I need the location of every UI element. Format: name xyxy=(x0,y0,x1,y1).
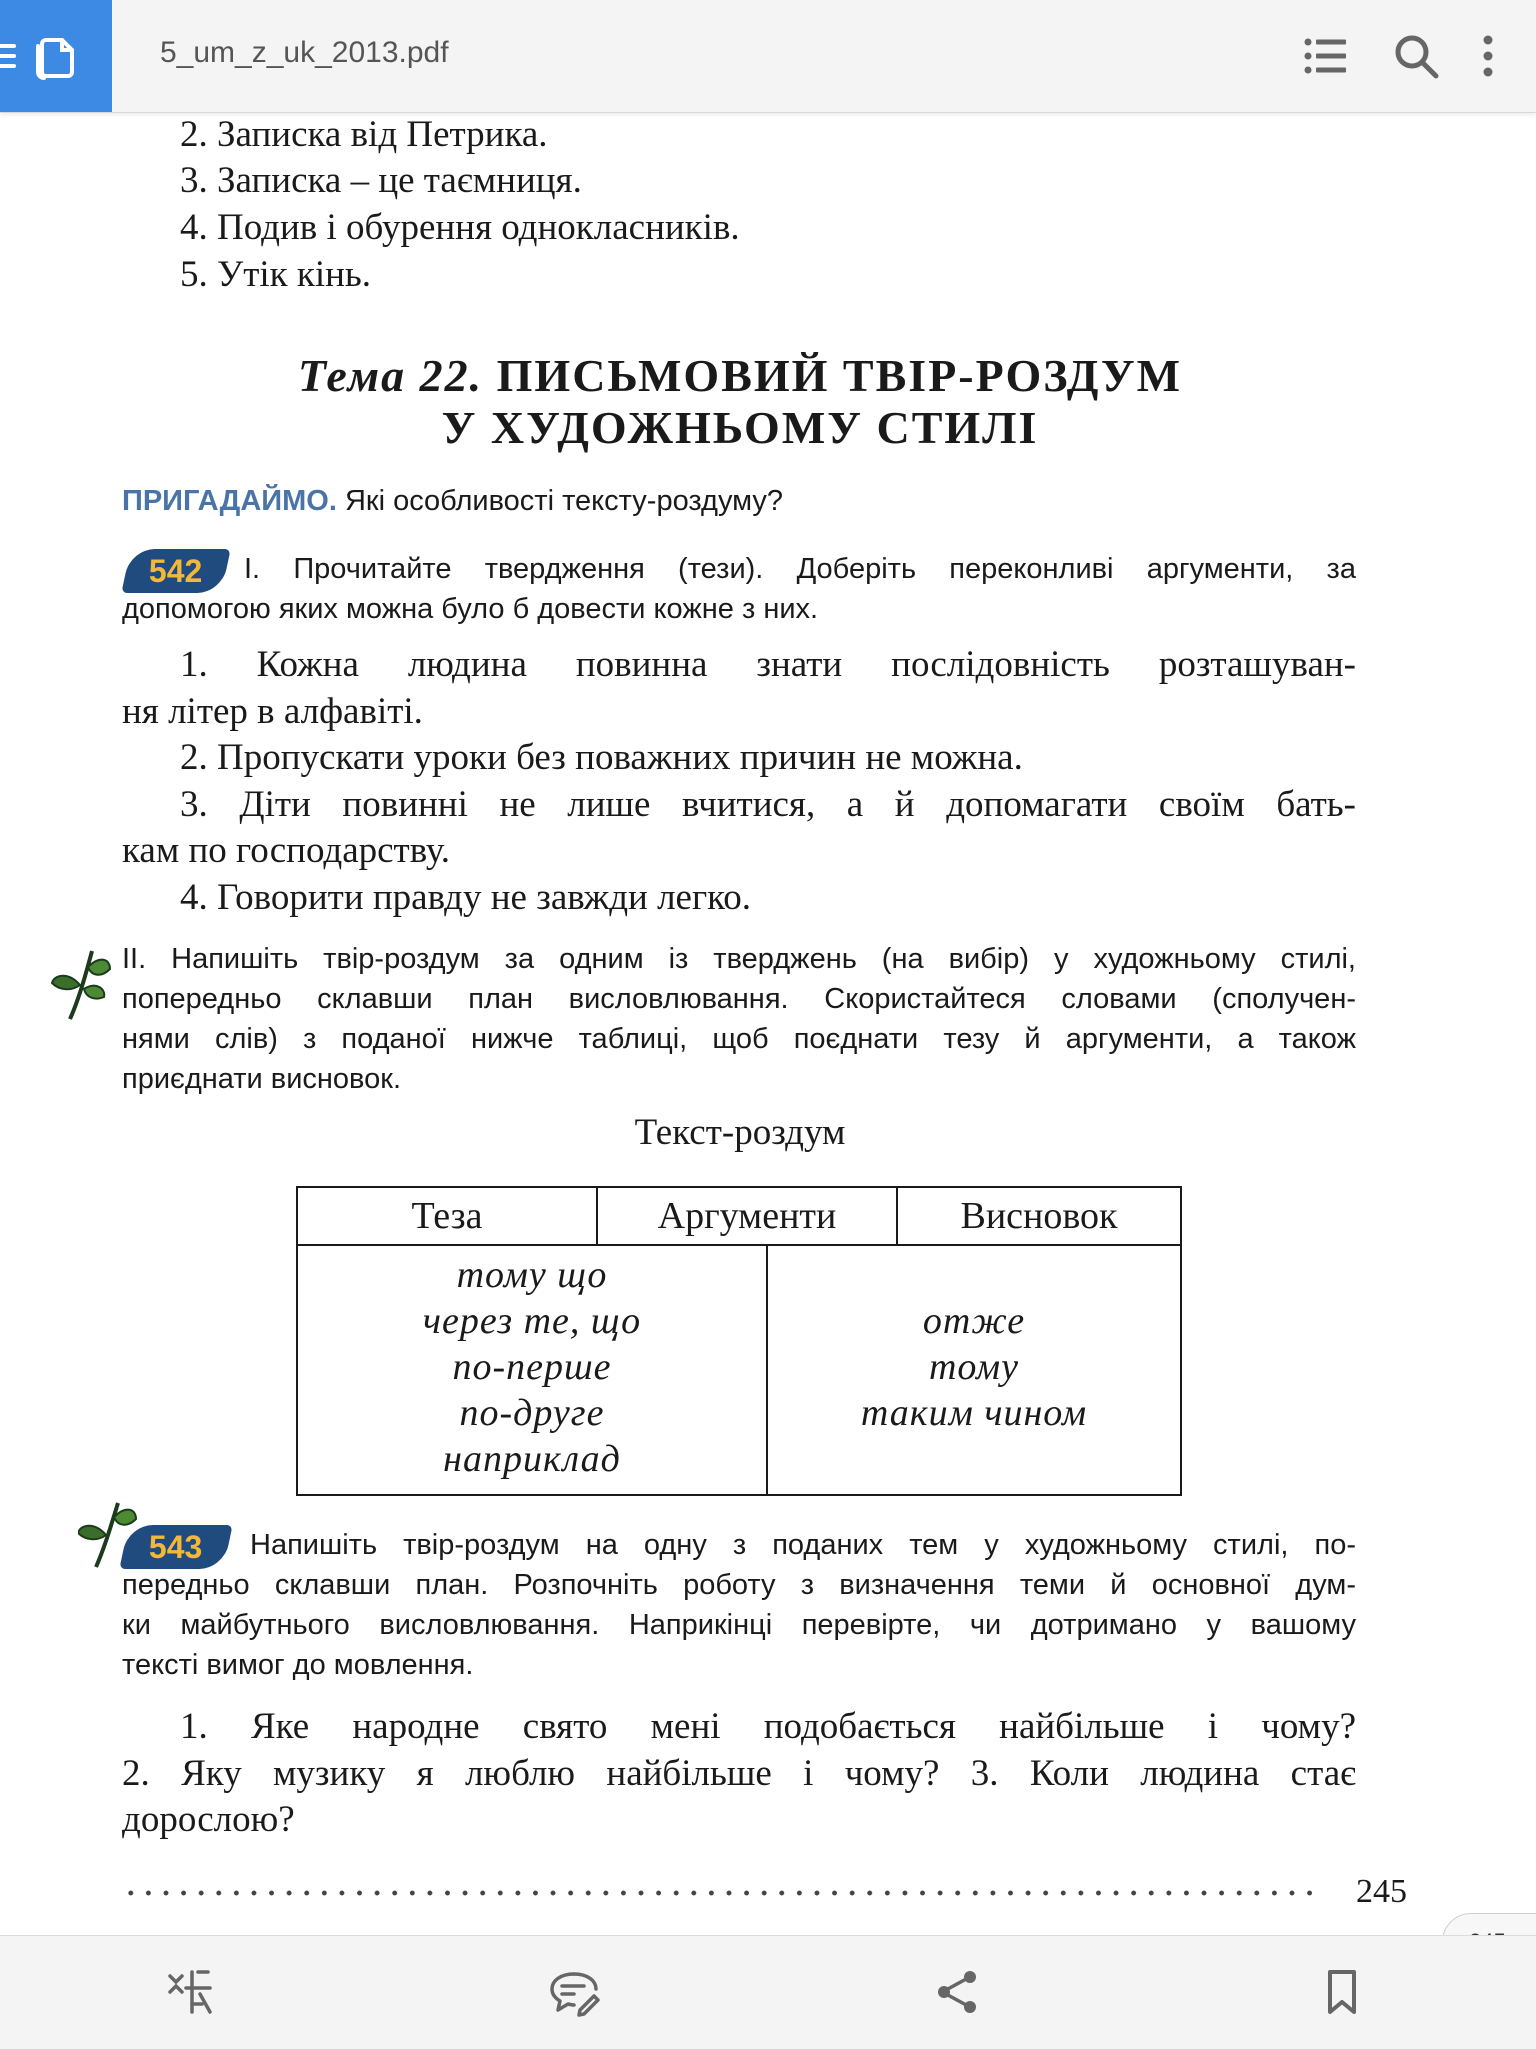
topic-line: дорослою? xyxy=(122,1799,295,1840)
tools-icon[interactable] xyxy=(164,1966,216,2018)
topic-line: 2. Яку музику я люблю найбільше і чому? 3. Коли людина стає xyxy=(122,1753,1356,1794)
top-toolbar xyxy=(0,0,1536,113)
comment-icon[interactable] xyxy=(548,1966,600,2018)
remember-line xyxy=(122,485,783,518)
list-item: 4. Подив і обурення однокласників. xyxy=(180,207,740,248)
table-divider xyxy=(896,1188,898,1244)
exercise-number: 543 xyxy=(149,1528,203,1565)
exercise-text: тексті вимог до мовлення. xyxy=(122,1649,474,1681)
topic-title-line2: У ХУДОЖНЬОМУ СТИЛІ xyxy=(441,402,1039,453)
exercise-text: ки майбутнього висловлювання. Наприкінці перевірте, чи дотримано у вашому xyxy=(122,1609,1356,1641)
list-item: 3. Записка – це таємниця. xyxy=(180,160,582,201)
table-header: Аргументи xyxy=(657,1195,837,1237)
connector-word: через те, що xyxy=(422,1300,642,1342)
exercise-text: передньо склавши план. Розпочніть роботу з визначення теми й основної дум- xyxy=(122,1569,1356,1601)
connectors-left xyxy=(298,1252,766,1482)
search-icon[interactable] xyxy=(1390,30,1442,82)
thesis-line: кам по господарству. xyxy=(122,830,450,871)
connector-word: по-перше xyxy=(452,1346,612,1388)
table-header: Висновок xyxy=(960,1195,1118,1237)
leaf-icon xyxy=(50,945,112,1023)
bookmark-icon[interactable] xyxy=(1316,1966,1368,2018)
thesis-line: 4. Говорити правду не завжди легко. xyxy=(180,877,751,918)
exercise-number-badge xyxy=(119,1525,232,1569)
remember-label: ПРИГАДАЙМО. xyxy=(122,485,337,517)
topic-line1: ПИСЬМОВИЙ ТВІР-РОЗДУМ xyxy=(496,350,1183,401)
connectors-right xyxy=(768,1298,1180,1436)
table-divider xyxy=(596,1188,598,1244)
exercise-number-badge xyxy=(121,549,230,593)
footer-dotted-rule xyxy=(122,1889,1322,1897)
bottom-toolbar xyxy=(0,1935,1536,2049)
topic-title-line1 xyxy=(0,349,1480,402)
pdf-page xyxy=(0,113,1536,1933)
more-vert-icon[interactable] xyxy=(1462,30,1514,82)
connector-word: по-друге xyxy=(459,1392,605,1434)
table-header: Теза xyxy=(411,1195,483,1237)
topic-prefix: Тема 22. xyxy=(297,350,484,401)
connector-word: наприклад xyxy=(443,1438,621,1480)
connector-word: отже xyxy=(922,1300,1026,1342)
thesis-line: ня літер в алфавіті. xyxy=(122,691,423,732)
exercise-text: Напишіть твір-роздум на одну з поданих тем у художньому стилі, по- xyxy=(250,1529,1356,1561)
exercise-text: ІІ. Напишіть твір-роздум за одним із тверджень (на вибір) у художньому стилі, xyxy=(122,943,1356,975)
connector-word: таким чином xyxy=(860,1392,1088,1434)
thesis-line: 2. Пропускати уроки без поважних причин не можна. xyxy=(180,737,1023,778)
exercise-text: приєднати висновок. xyxy=(122,1063,401,1095)
table-caption: Текст-роздум xyxy=(634,1112,846,1153)
file-name: 5_um_z_uk_2013.pdf xyxy=(160,36,449,69)
connector-word: тому що xyxy=(456,1254,608,1296)
list-item: 5. Утік кінь. xyxy=(180,254,372,295)
thesis-line: 1. Кожна людина повинна знати послідовність розташуван- xyxy=(180,644,1356,685)
exercise-text: нями слів) з поданої нижче таблиці, щоб поєднати тезу й аргументи, а також xyxy=(122,1023,1356,1055)
document-switch-button[interactable] xyxy=(0,0,112,112)
connector-word: тому xyxy=(928,1346,1020,1388)
list-icon[interactable] xyxy=(1300,30,1352,82)
exercise-text: попередньо склавши план висловлювання. Скористайтеся словами (сполучен- xyxy=(122,983,1356,1015)
page-number: 245 xyxy=(1356,1873,1407,1910)
argument-table xyxy=(296,1186,1182,1496)
table-divider xyxy=(298,1244,1180,1246)
list-item: 2. Записка від Петрика. xyxy=(180,114,548,155)
share-icon[interactable] xyxy=(932,1966,984,2018)
topic-line: 1. Яке народне свято мені подобається найбільше і чому? xyxy=(180,1706,1356,1747)
exercise-number: 542 xyxy=(149,552,203,589)
exercise-text: допомогою яких можна було б довести кожне з них. xyxy=(122,593,819,625)
remember-text: Які особливості тексту-роздуму? xyxy=(344,485,784,517)
thesis-line: 3. Діти повинні не лише вчитися, а й допомагати своїм бать- xyxy=(180,784,1356,825)
document-icon xyxy=(0,32,112,80)
exercise-text: І. Прочитайте твердження (тези). Доберіть переконливі аргументи, за xyxy=(244,553,1356,585)
